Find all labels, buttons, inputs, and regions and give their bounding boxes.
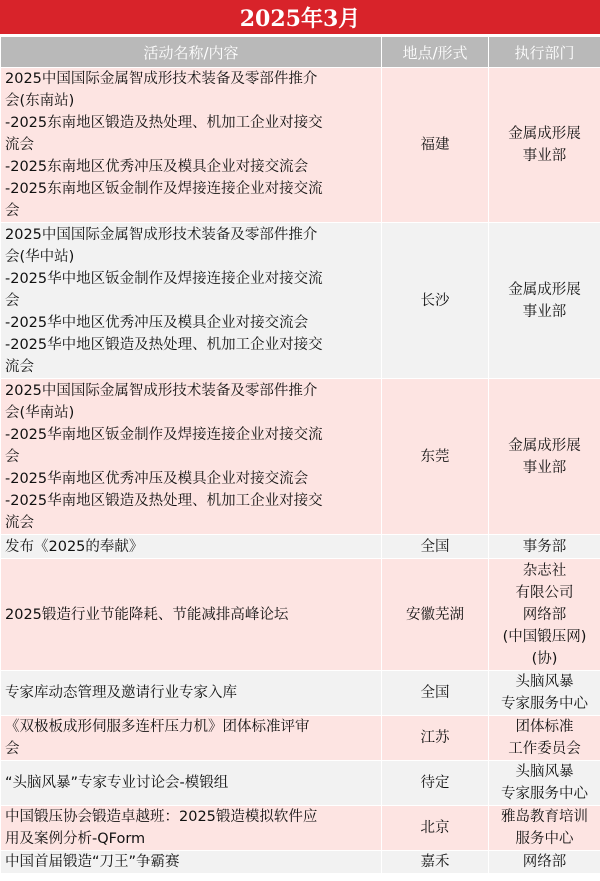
department-line: 事业部 (522, 459, 567, 476)
activity-name-line: -2025东南地区钣金制作及焊接连接企业对接交流 (5, 181, 323, 197)
activity-name-line: 用及案例分析-QForm (5, 831, 146, 847)
table-row (1, 379, 600, 535)
department-line: 金属成形展 (508, 126, 581, 142)
activity-table (0, 36, 600, 874)
location-cell: 待定 (382, 761, 489, 806)
department-cell (489, 559, 600, 671)
department-cell (489, 671, 600, 716)
department-line: 金属成形展 (508, 281, 581, 298)
department-cell (489, 68, 600, 223)
department-line: 杂志社 (522, 562, 567, 579)
activity-name-line: 会 (5, 292, 20, 309)
table-row (1, 535, 600, 559)
activity-name-line: 会(华中站) (5, 248, 75, 265)
location-cell: 嘉禾 (382, 851, 489, 874)
activity-name-cell (1, 68, 382, 223)
department-cell (489, 716, 600, 761)
department-cell (489, 806, 600, 851)
activity-name-line: 会 (5, 741, 20, 757)
activity-name-line: -2025华中地区锻造及热处理、机加工企业对接交 (5, 336, 323, 353)
location-cell: 北京 (382, 806, 489, 851)
location-cell: 福建 (382, 68, 489, 223)
table-row (1, 851, 600, 874)
activity-name-line: 发布《2025的奉献》 (5, 538, 144, 555)
activity-name-line: -2025华南地区锻造及热处理、机加工企业对接交 (5, 492, 323, 509)
activity-name-cell (1, 535, 382, 559)
location-cell: 长沙 (382, 223, 489, 379)
department-line: (中国锻压网) (502, 628, 587, 645)
department-line: 网络部 (522, 606, 567, 623)
department-cell (489, 851, 600, 874)
department-line: 团体标准 (515, 719, 574, 735)
location-cell: 安徽芜湖 (382, 559, 489, 671)
department-cell (489, 761, 600, 806)
table-row (1, 223, 600, 379)
activity-name-line: 会(东南站) (5, 93, 75, 109)
activity-name-line: 2025中国国际金属智成形技术装备及零部件推介 (5, 226, 318, 243)
location-cell: 江苏 (382, 716, 489, 761)
activity-name-cell (1, 806, 382, 851)
activity-name-line: 流会 (5, 358, 34, 375)
activity-name-line: -2025华中地区优秀冲压及模具企业对接交流会 (5, 314, 309, 331)
activity-name-line: “头脑风暴”专家专业讨论会-模锻组 (5, 775, 229, 791)
department-line: 事务部 (522, 538, 567, 555)
header-department: 执行部门 (489, 37, 600, 68)
table-row (1, 761, 600, 806)
activity-name-line: 2025中国国际金属智成形技术装备及零部件推介 (5, 382, 318, 399)
month-title: 2025年3月 (0, 0, 600, 36)
activity-name-cell (1, 379, 382, 535)
activity-name-cell (1, 716, 382, 761)
activity-name-line: 会(华南站) (5, 404, 75, 421)
department-line: 事业部 (522, 148, 567, 164)
header-activity: 活动名称/内容 (1, 37, 382, 68)
department-line: 专家服务中心 (501, 786, 588, 802)
department-line: 头脑风暴 (515, 674, 574, 690)
header-location: 地点/形式 (382, 37, 489, 68)
activity-name-cell (1, 851, 382, 874)
activity-name-line: 中国首届锻造“刀王”争霸赛 (5, 854, 180, 870)
activity-name-cell (1, 559, 382, 671)
department-line: 服务中心 (515, 831, 574, 847)
activity-name-line: 《双极板成形伺服多连杆压力机》团体标准评审 (5, 719, 310, 735)
activity-name-cell (1, 761, 382, 806)
activity-name-cell (1, 671, 382, 716)
table-row (1, 806, 600, 851)
activity-name-line: 2025中国国际金属智成形技术装备及零部件推介 (5, 71, 318, 87)
location-cell: 全国 (382, 535, 489, 559)
department-line: 网络部 (522, 854, 567, 870)
activity-name-line: 会 (5, 448, 20, 465)
department-cell (489, 535, 600, 559)
department-line: 头脑风暴 (515, 764, 574, 780)
activity-name-line: -2025华南地区优秀冲压及模具企业对接交流会 (5, 470, 309, 487)
department-line: 专家服务中心 (501, 696, 588, 712)
activity-name-line: -2025东南地区优秀冲压及模具企业对接交流会 (5, 159, 309, 175)
table-header-row (1, 37, 600, 68)
department-line: 有限公司 (515, 584, 574, 601)
table-row (1, 68, 600, 223)
activity-name-line: -2025华中地区钣金制作及焊接连接企业对接交流 (5, 270, 323, 287)
activity-name-line: 中国锻压协会锻造卓越班：2025锻造模拟软件应 (5, 809, 318, 825)
activity-name-line: -2025华南地区钣金制作及焊接连接企业对接交流 (5, 426, 323, 443)
location-cell: 全国 (382, 671, 489, 716)
department-line: (协) (531, 650, 558, 667)
activity-name-line: 流会 (5, 137, 34, 153)
activity-name-line: 专家库动态管理及邀请行业专家入库 (5, 685, 237, 701)
activity-name-cell (1, 223, 382, 379)
activity-name-line: 流会 (5, 514, 34, 531)
table-row (1, 559, 600, 671)
department-line: 雅岛教育培训 (501, 809, 588, 825)
table-row (1, 716, 600, 761)
department-cell (489, 379, 600, 535)
activity-name-line: 会 (5, 203, 20, 219)
activity-name-line: -2025东南地区锻造及热处理、机加工企业对接交 (5, 115, 323, 131)
department-line: 工作委员会 (508, 741, 581, 757)
department-line: 事业部 (522, 303, 567, 320)
activity-name-line: 2025锻造行业节能降耗、节能减排高峰论坛 (5, 606, 289, 623)
department-cell (489, 223, 600, 379)
department-line: 金属成形展 (508, 437, 581, 454)
location-cell: 东莞 (382, 379, 489, 535)
table-row (1, 671, 600, 716)
table-body (1, 68, 600, 874)
